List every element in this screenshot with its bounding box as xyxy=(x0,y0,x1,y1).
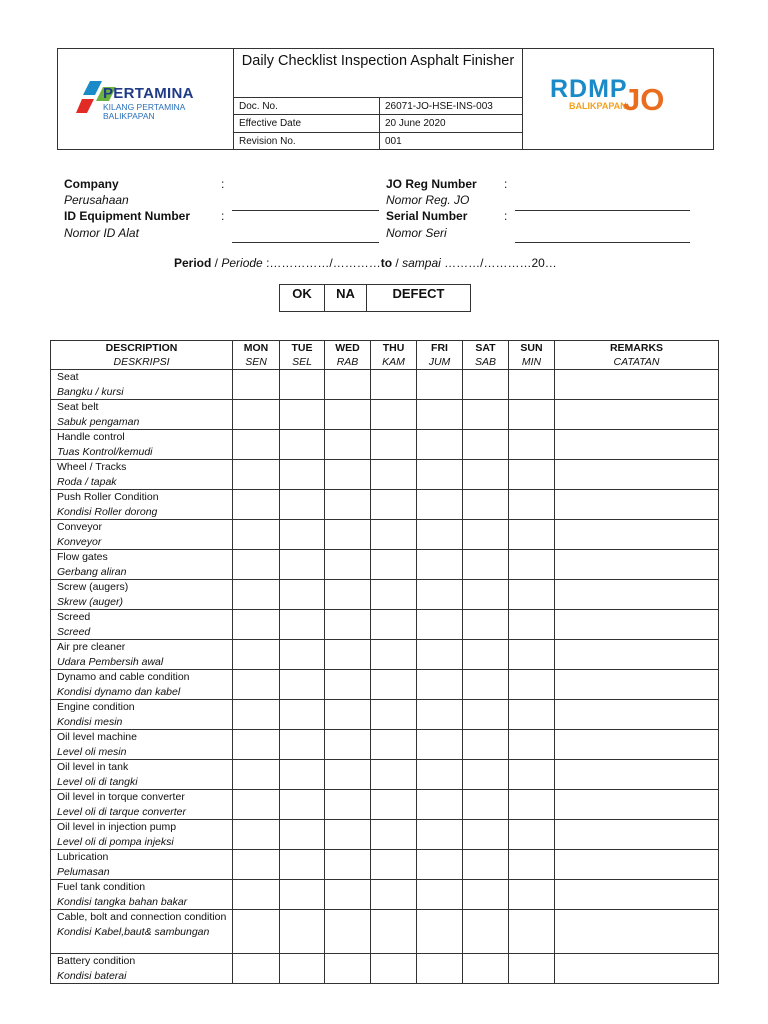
check-cell-mon[interactable] xyxy=(233,370,280,400)
remarks-cell[interactable] xyxy=(555,730,719,760)
remarks-cell[interactable] xyxy=(555,370,719,400)
row-label-id: Skrew (auger) xyxy=(57,595,123,608)
check-cell-fri[interactable] xyxy=(417,520,463,550)
check-cell-tue[interactable] xyxy=(280,490,325,520)
document-meta xyxy=(234,97,522,149)
row-label-id: Sabuk pengaman xyxy=(57,415,140,428)
check-cell-mon[interactable] xyxy=(233,670,280,700)
row-description xyxy=(51,640,233,670)
remarks-cell[interactable] xyxy=(555,610,719,640)
check-cell-wed[interactable] xyxy=(325,370,371,400)
row-description xyxy=(51,820,233,850)
check-cell-thu[interactable] xyxy=(371,880,417,910)
remarks-cell[interactable] xyxy=(555,760,719,790)
remarks-cell[interactable] xyxy=(555,640,719,670)
row-label-en: Air pre cleaner xyxy=(57,641,126,653)
row-description xyxy=(51,670,233,700)
check-cell-mon[interactable] xyxy=(233,640,280,670)
row-label-id: Udara Pembersih awal xyxy=(57,655,164,668)
row-label-id: Screed xyxy=(57,625,91,638)
row-label-en: Lubrication xyxy=(57,851,109,863)
check-cell-tue[interactable] xyxy=(280,850,325,880)
serial-colon: : xyxy=(504,209,508,223)
check-cell-wed[interactable] xyxy=(325,430,371,460)
row-label-en: Screed xyxy=(57,611,91,623)
check-cell-thu[interactable] xyxy=(371,700,417,730)
row-label-en: Oil level in torque converter xyxy=(57,791,185,803)
row-label-en: Dynamo and cable condition xyxy=(57,671,190,683)
check-cell-mon[interactable] xyxy=(233,700,280,730)
row-description xyxy=(51,610,233,640)
check-cell-tue[interactable] xyxy=(280,954,325,984)
id-equipment-label: ID Equipment Number xyxy=(64,209,191,223)
row-description xyxy=(51,954,233,984)
check-cell-wed[interactable] xyxy=(325,820,371,850)
check-cell-thu[interactable] xyxy=(371,580,417,610)
check-cell-sun[interactable] xyxy=(509,550,555,580)
check-cell-fri[interactable] xyxy=(417,760,463,790)
check-cell-sun[interactable] xyxy=(509,880,555,910)
check-cell-sun[interactable] xyxy=(509,640,555,670)
check-cell-thu[interactable] xyxy=(371,670,417,700)
row-label-en: Handle control xyxy=(57,431,125,443)
check-cell-mon[interactable] xyxy=(233,954,280,984)
row-description xyxy=(51,910,233,954)
table-row xyxy=(51,730,719,760)
check-cell-tue[interactable] xyxy=(280,700,325,730)
check-cell-sat[interactable] xyxy=(463,954,509,984)
jo-text: JO xyxy=(623,82,665,117)
check-cell-thu[interactable] xyxy=(371,400,417,430)
period-to: to xyxy=(380,256,393,270)
check-cell-fri[interactable] xyxy=(417,610,463,640)
legend-ok: OK xyxy=(280,285,325,311)
check-cell-fri[interactable] xyxy=(417,910,463,954)
remarks-cell[interactable] xyxy=(555,430,719,460)
table-row xyxy=(51,580,719,610)
check-cell-sat[interactable] xyxy=(463,610,509,640)
remarks-cell[interactable] xyxy=(555,670,719,700)
row-description xyxy=(51,460,233,490)
status-legend xyxy=(279,284,471,312)
check-cell-sat[interactable] xyxy=(463,850,509,880)
check-cell-mon[interactable] xyxy=(233,850,280,880)
row-label-en: Oil level machine xyxy=(57,731,137,743)
id-equipment-colon: : xyxy=(221,209,225,223)
check-cell-wed[interactable] xyxy=(325,490,371,520)
check-cell-sun[interactable] xyxy=(509,370,555,400)
check-cell-thu[interactable] xyxy=(371,820,417,850)
check-cell-thu[interactable] xyxy=(371,550,417,580)
row-description xyxy=(51,580,233,610)
col-tue: TUE SEL xyxy=(280,341,325,370)
table-row xyxy=(51,760,719,790)
check-cell-mon[interactable] xyxy=(233,400,280,430)
check-cell-sat[interactable] xyxy=(463,640,509,670)
check-cell-fri[interactable] xyxy=(417,430,463,460)
period-label: Period xyxy=(174,256,212,270)
check-cell-thu[interactable] xyxy=(371,370,417,400)
remarks-cell[interactable] xyxy=(555,910,719,954)
check-cell-fri[interactable] xyxy=(417,730,463,760)
check-cell-fri[interactable] xyxy=(417,820,463,850)
id-equipment-label-id: Nomor ID Alat xyxy=(64,226,139,240)
legend-na: NA xyxy=(325,285,367,311)
check-cell-sat[interactable] xyxy=(463,790,509,820)
check-cell-mon[interactable] xyxy=(233,880,280,910)
check-cell-thu[interactable] xyxy=(371,460,417,490)
check-cell-sun[interactable] xyxy=(509,610,555,640)
remarks-cell[interactable] xyxy=(555,880,719,910)
check-cell-tue[interactable] xyxy=(280,820,325,850)
check-cell-sun[interactable] xyxy=(509,730,555,760)
rdmp-balikpapan: BALIKPAPAN xyxy=(569,101,627,111)
check-cell-mon[interactable] xyxy=(233,550,280,580)
id-equipment-input-line[interactable] xyxy=(232,242,379,243)
check-cell-thu[interactable] xyxy=(371,730,417,760)
serial-input-line[interactable] xyxy=(515,242,690,243)
check-cell-mon[interactable] xyxy=(233,580,280,610)
check-cell-tue[interactable] xyxy=(280,460,325,490)
table-row xyxy=(51,550,719,580)
remarks-cell[interactable] xyxy=(555,490,719,520)
check-cell-wed[interactable] xyxy=(325,850,371,880)
serial-label: Serial Number xyxy=(386,209,468,223)
row-label-en: Oil level in injection pump xyxy=(57,821,177,833)
check-cell-fri[interactable] xyxy=(417,954,463,984)
check-cell-mon[interactable] xyxy=(233,610,280,640)
check-cell-tue[interactable] xyxy=(280,790,325,820)
check-cell-wed[interactable] xyxy=(325,954,371,984)
check-cell-tue[interactable] xyxy=(280,640,325,670)
check-cell-tue[interactable] xyxy=(280,610,325,640)
serial-label-id: Nomor Seri xyxy=(386,226,447,240)
check-cell-sun[interactable] xyxy=(509,430,555,460)
check-cell-fri[interactable] xyxy=(417,670,463,700)
remarks-cell[interactable] xyxy=(555,580,719,610)
table-row xyxy=(51,400,719,430)
row-description xyxy=(51,700,233,730)
company-label-id: Perusahaan xyxy=(64,193,129,207)
row-label-en: Screw (augers) xyxy=(57,581,129,593)
check-cell-thu[interactable] xyxy=(371,640,417,670)
rdmp-jo-logo xyxy=(523,49,715,149)
check-cell-thu[interactable] xyxy=(371,850,417,880)
table-row xyxy=(51,460,719,490)
col-fri: FRI JUM xyxy=(417,341,463,370)
col-sat: SAT SAB xyxy=(463,341,509,370)
check-cell-tue[interactable] xyxy=(280,670,325,700)
check-cell-tue[interactable] xyxy=(280,910,325,954)
table-row xyxy=(51,430,719,460)
company-label: Company xyxy=(64,177,119,191)
col-thu: THU KAM xyxy=(371,341,417,370)
table-row xyxy=(51,954,719,984)
jo-reg-label-id: Nomor Reg. JO xyxy=(386,193,470,207)
check-cell-sat[interactable] xyxy=(463,400,509,430)
check-cell-sun[interactable] xyxy=(509,490,555,520)
check-cell-wed[interactable] xyxy=(325,400,371,430)
table-row xyxy=(51,490,719,520)
row-label-id: Pelumasan xyxy=(57,865,110,878)
check-cell-sat[interactable] xyxy=(463,700,509,730)
row-label-id: Kondisi mesin xyxy=(57,715,123,728)
check-cell-thu[interactable] xyxy=(371,430,417,460)
check-cell-wed[interactable] xyxy=(325,670,371,700)
row-label-en: Seat xyxy=(57,371,79,383)
row-label-en: Flow gates xyxy=(57,551,108,563)
meta-row: Revision No. 001 xyxy=(234,133,522,150)
remarks-cell[interactable] xyxy=(555,954,719,984)
check-cell-sat[interactable] xyxy=(463,820,509,850)
period-line: Period / Periode :……………/…………to / sampai ………/…………20… xyxy=(174,256,557,270)
check-cell-sun[interactable] xyxy=(509,700,555,730)
check-cell-tue[interactable] xyxy=(280,520,325,550)
company-input-line[interactable] xyxy=(232,210,379,211)
row-description xyxy=(51,760,233,790)
legend-defect: DEFECT xyxy=(392,286,445,301)
check-cell-sun[interactable] xyxy=(509,400,555,430)
check-cell-wed[interactable] xyxy=(325,520,371,550)
col-description: DESCRIPTION DESKRIPSI xyxy=(51,341,233,370)
row-description xyxy=(51,520,233,550)
pertamina-logo xyxy=(58,49,233,149)
check-cell-mon[interactable] xyxy=(233,520,280,550)
check-cell-fri[interactable] xyxy=(417,700,463,730)
check-cell-sun[interactable] xyxy=(509,460,555,490)
check-cell-sun[interactable] xyxy=(509,850,555,880)
row-description xyxy=(51,430,233,460)
check-cell-wed[interactable] xyxy=(325,910,371,954)
check-cell-sun[interactable] xyxy=(509,760,555,790)
document-header xyxy=(57,48,714,150)
check-cell-sun[interactable] xyxy=(509,580,555,610)
check-cell-tue[interactable] xyxy=(280,370,325,400)
check-cell-fri[interactable] xyxy=(417,790,463,820)
check-cell-sat[interactable] xyxy=(463,760,509,790)
checklist-table xyxy=(50,340,719,984)
check-cell-fri[interactable] xyxy=(417,580,463,610)
table-row xyxy=(51,850,719,880)
row-description xyxy=(51,370,233,400)
remarks-cell[interactable] xyxy=(555,550,719,580)
document-title: Daily Checklist Inspection Asphalt Finisher xyxy=(241,53,515,69)
check-cell-thu[interactable] xyxy=(371,610,417,640)
check-cell-thu[interactable] xyxy=(371,520,417,550)
row-description xyxy=(51,850,233,880)
check-cell-wed[interactable] xyxy=(325,700,371,730)
check-cell-mon[interactable] xyxy=(233,790,280,820)
meta-row: Doc. No. 26071-JO-HSE-INS-003 xyxy=(234,98,522,115)
check-cell-sat[interactable] xyxy=(463,430,509,460)
col-sun: SUN MIN xyxy=(509,341,555,370)
check-cell-tue[interactable] xyxy=(280,730,325,760)
check-cell-fri[interactable] xyxy=(417,400,463,430)
check-cell-tue[interactable] xyxy=(280,430,325,460)
table-row xyxy=(51,610,719,640)
row-label-id: Level oli di tangki xyxy=(57,775,138,788)
check-cell-mon[interactable] xyxy=(233,490,280,520)
rdmp-text: RDMP xyxy=(550,75,628,103)
check-cell-sun[interactable] xyxy=(509,520,555,550)
row-description xyxy=(51,550,233,580)
remarks-cell[interactable] xyxy=(555,790,719,820)
table-row xyxy=(51,790,719,820)
check-cell-wed[interactable] xyxy=(325,640,371,670)
check-cell-tue[interactable] xyxy=(280,400,325,430)
table-header xyxy=(51,341,719,370)
check-cell-sat[interactable] xyxy=(463,580,509,610)
check-cell-sun[interactable] xyxy=(509,790,555,820)
row-label-en: Fuel tank condition xyxy=(57,881,146,893)
remarks-cell[interactable] xyxy=(555,820,719,850)
period-label-id: Periode xyxy=(221,256,263,270)
row-label-en: Oil level in tank xyxy=(57,761,129,773)
check-cell-fri[interactable] xyxy=(417,370,463,400)
check-cell-sat[interactable] xyxy=(463,550,509,580)
check-cell-wed[interactable] xyxy=(325,760,371,790)
check-cell-fri[interactable] xyxy=(417,550,463,580)
row-label-id: Kondisi tangka bahan bakar xyxy=(57,895,188,908)
row-label-id: Level oli di tarque converter xyxy=(57,805,186,818)
check-cell-wed[interactable] xyxy=(325,460,371,490)
row-description xyxy=(51,790,233,820)
jo-reg-colon: : xyxy=(504,177,508,191)
check-cell-sun[interactable] xyxy=(509,670,555,700)
check-cell-mon[interactable] xyxy=(233,760,280,790)
row-label-en: Conveyor xyxy=(57,521,102,533)
check-cell-thu[interactable] xyxy=(371,790,417,820)
check-cell-thu[interactable] xyxy=(371,954,417,984)
company-colon: : xyxy=(221,177,225,191)
row-label-en: Cable, bolt and connection condition xyxy=(57,911,227,923)
check-cell-sat[interactable] xyxy=(463,460,509,490)
row-description xyxy=(51,490,233,520)
remarks-cell[interactable] xyxy=(555,700,719,730)
remarks-cell[interactable] xyxy=(555,400,719,430)
check-cell-sat[interactable] xyxy=(463,370,509,400)
row-label-id: Bangku / kursi xyxy=(57,385,124,398)
check-cell-sun[interactable] xyxy=(509,954,555,984)
check-cell-tue[interactable] xyxy=(280,550,325,580)
check-cell-mon[interactable] xyxy=(233,730,280,760)
check-cell-tue[interactable] xyxy=(280,580,325,610)
row-label-id: Kondisi baterai xyxy=(57,969,127,982)
row-label-id: Roda / tapak xyxy=(57,475,117,488)
check-cell-mon[interactable] xyxy=(233,820,280,850)
table-row xyxy=(51,520,719,550)
col-wed: WED RAB xyxy=(325,341,371,370)
row-label-en: Seat belt xyxy=(57,401,99,413)
remarks-cell[interactable] xyxy=(555,850,719,880)
check-cell-thu[interactable] xyxy=(371,910,417,954)
check-cell-sat[interactable] xyxy=(463,910,509,954)
check-cell-thu[interactable] xyxy=(371,490,417,520)
table-row xyxy=(51,880,719,910)
check-cell-mon[interactable] xyxy=(233,460,280,490)
check-cell-tue[interactable] xyxy=(280,880,325,910)
row-label-id: Level oli mesin xyxy=(57,745,127,758)
row-label-id: Konveyor xyxy=(57,535,102,548)
jo-reg-label: JO Reg Number xyxy=(386,177,477,191)
check-cell-sat[interactable] xyxy=(463,670,509,700)
check-cell-fri[interactable] xyxy=(417,880,463,910)
pertamina-sub: KILANG PERTAMINA BALIKPAPAN xyxy=(103,102,186,121)
row-label-id: Tuas Kontrol/kemudi xyxy=(57,445,153,458)
check-cell-sat[interactable] xyxy=(463,730,509,760)
row-label-en: Battery condition xyxy=(57,955,136,967)
check-cell-wed[interactable] xyxy=(325,580,371,610)
jo-reg-input-line[interactable] xyxy=(515,210,690,211)
check-cell-sat[interactable] xyxy=(463,490,509,520)
meta-row: Effective Date 20 June 2020 xyxy=(234,115,522,132)
check-cell-wed[interactable] xyxy=(325,730,371,760)
check-cell-wed[interactable] xyxy=(325,550,371,580)
row-label-en: Push Roller Condition xyxy=(57,491,159,503)
table-row xyxy=(51,640,719,670)
check-cell-fri[interactable] xyxy=(417,850,463,880)
table-row xyxy=(51,820,719,850)
remarks-cell[interactable] xyxy=(555,460,719,490)
check-cell-fri[interactable] xyxy=(417,640,463,670)
row-description xyxy=(51,400,233,430)
row-label-id: Level oli di pompa injeksi xyxy=(57,835,174,848)
check-cell-sat[interactable] xyxy=(463,880,509,910)
row-label-id: Kondisi Kabel,baut& sambungan xyxy=(57,925,210,938)
col-mon: MON SEN xyxy=(233,341,280,370)
row-label-en: Engine condition xyxy=(57,701,135,713)
check-cell-sat[interactable] xyxy=(463,520,509,550)
check-cell-tue[interactable] xyxy=(280,760,325,790)
table-row xyxy=(51,370,719,400)
remarks-cell[interactable] xyxy=(555,520,719,550)
row-label-id: Gerbang aliran xyxy=(57,565,127,578)
check-cell-wed[interactable] xyxy=(325,790,371,820)
pertamina-name: PERTAMINA xyxy=(103,85,194,102)
check-cell-sun[interactable] xyxy=(509,910,555,954)
check-cell-wed[interactable] xyxy=(325,610,371,640)
row-description xyxy=(51,880,233,910)
check-cell-mon[interactable] xyxy=(233,910,280,954)
check-cell-wed[interactable] xyxy=(325,880,371,910)
row-label-id: Kondisi Roller dorong xyxy=(57,505,158,518)
check-cell-fri[interactable] xyxy=(417,490,463,520)
row-label-id: Kondisi dynamo dan kabel xyxy=(57,685,181,698)
check-cell-sun[interactable] xyxy=(509,820,555,850)
check-cell-mon[interactable] xyxy=(233,430,280,460)
table-row xyxy=(51,910,719,954)
row-description xyxy=(51,730,233,760)
table-row xyxy=(51,700,719,730)
row-label-en: Wheel / Tracks xyxy=(57,461,127,473)
col-remarks: REMARKS CATATAN xyxy=(555,341,719,370)
check-cell-fri[interactable] xyxy=(417,460,463,490)
table-row xyxy=(51,670,719,700)
check-cell-thu[interactable] xyxy=(371,760,417,790)
